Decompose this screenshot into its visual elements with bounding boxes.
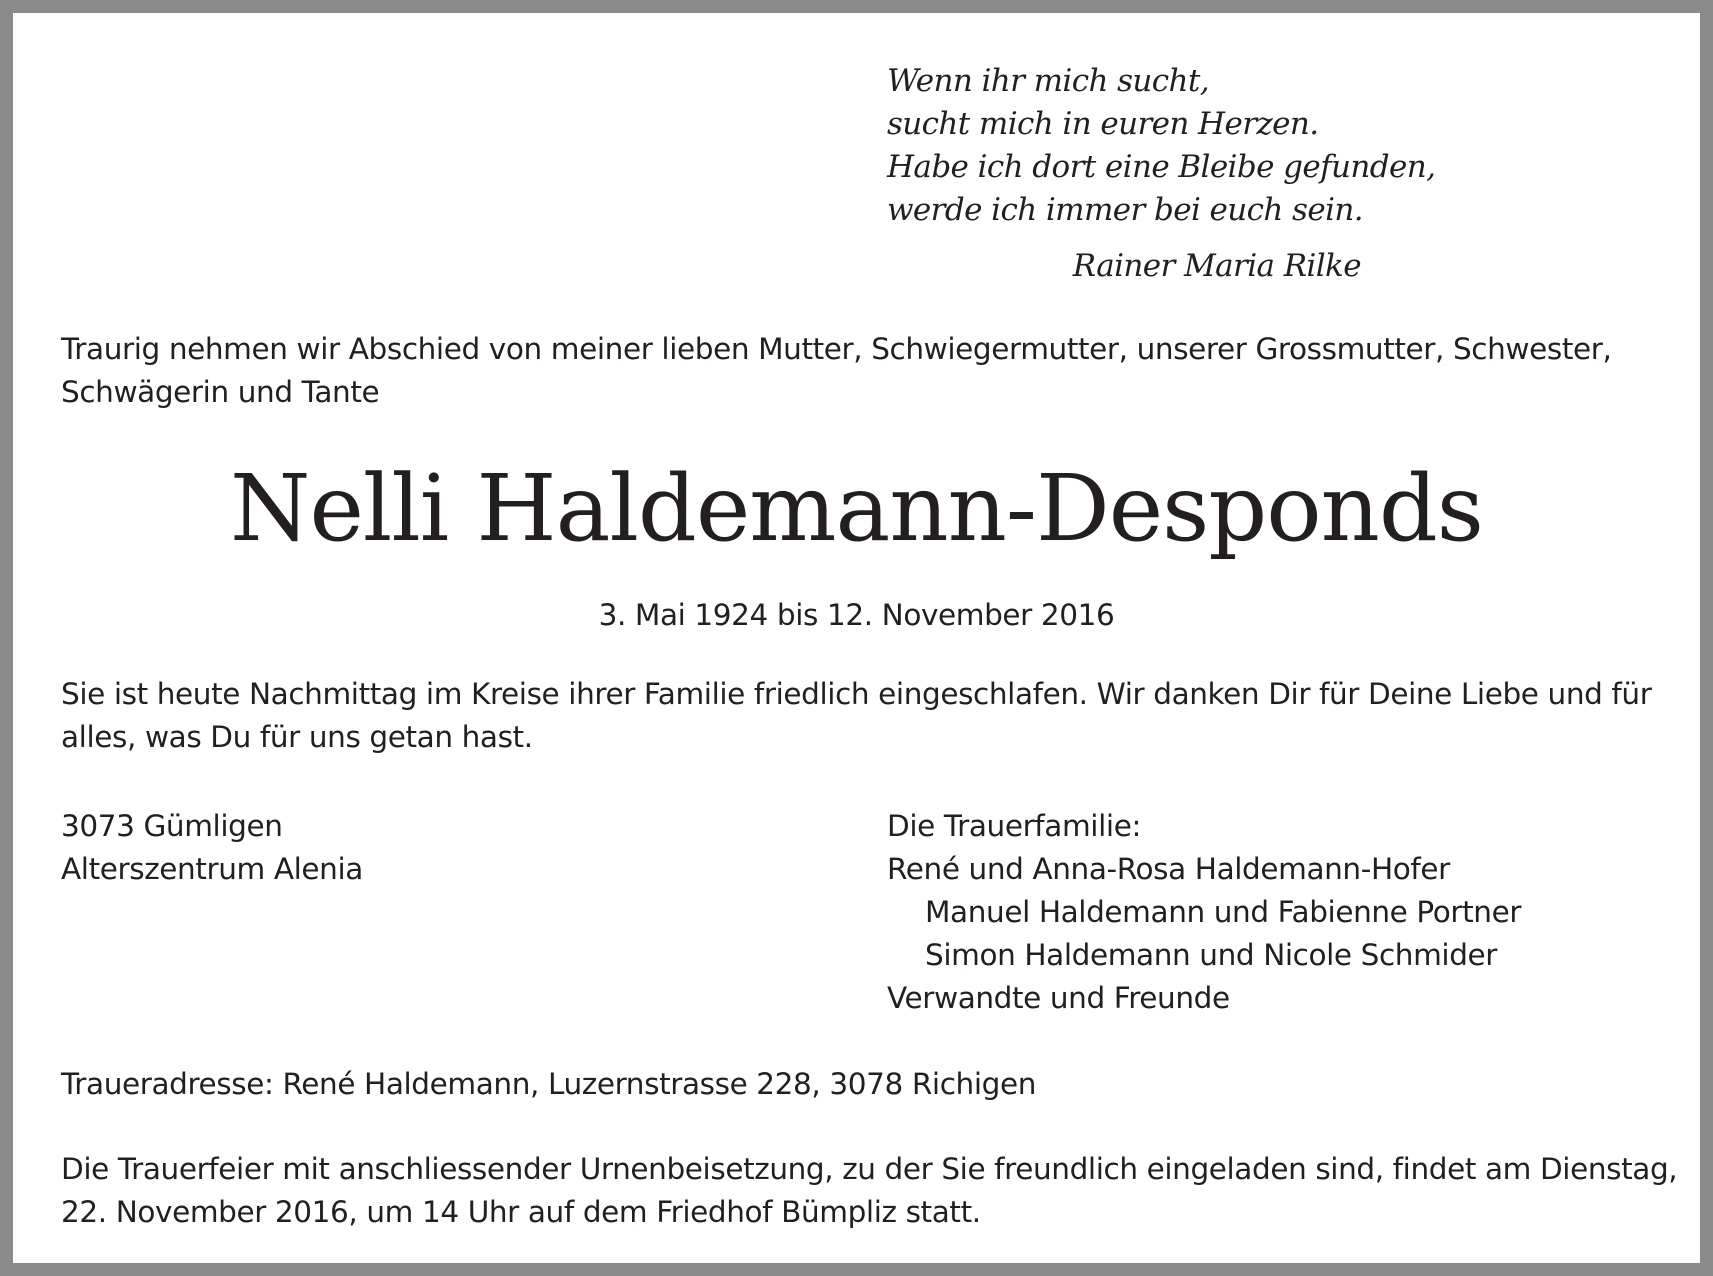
location-line: 3073 Gümligen bbox=[61, 809, 283, 843]
ceremony-info: Die Trauerfeier mit anschliessender Urnenbeisetzung, zu der Sie freundlich eingeladen sind, findet am Dienstag, 22. November 2016, um 14 Uhr auf dem Friedhof Bümpliz statt. bbox=[61, 1152, 1678, 1229]
deceased-name: Nelli Haldemann-Desponds bbox=[229, 455, 1484, 562]
body-text: Sie ist heute Nachmittag im Kreise ihrer Familie friedlich eingeschlafen. Wir danken Dir für Deine Liebe und für alles, was Du für uns getan hast. bbox=[61, 677, 1652, 754]
mourning-address: Traueradresse: René Haldemann, Luzernstrasse 228, 3078 Richigen bbox=[61, 1067, 1036, 1101]
family-member: Simon Haldemann und Nicole Schmider bbox=[925, 938, 1498, 972]
family-member: Verwandte und Freunde bbox=[887, 981, 1230, 1015]
poem-author: Rainer Maria Rilke bbox=[1072, 248, 1361, 284]
family-member: Manuel Haldemann und Fabienne Portner bbox=[925, 895, 1522, 929]
poem-line: werde ich immer bei euch sein. bbox=[887, 192, 1364, 228]
family-block bbox=[887, 805, 1521, 1020]
poem-line: Wenn ihr mich sucht, bbox=[887, 63, 1210, 99]
location-line: Alterszentrum Alenia bbox=[61, 852, 363, 886]
obituary-card bbox=[13, 13, 1700, 1263]
family-heading: Die Trauerfamilie: bbox=[887, 809, 1141, 843]
poem bbox=[887, 60, 1435, 232]
poem-line: Habe ich dort eine Bleibe gefunden, bbox=[887, 149, 1436, 185]
poem-line: sucht mich in euren Herzen. bbox=[887, 106, 1319, 142]
family-member: René und Anna-Rosa Haldemann-Hofer bbox=[887, 852, 1450, 886]
location-block bbox=[61, 805, 363, 891]
life-dates: 3. Mai 1924 bis 12. November 2016 bbox=[598, 598, 1115, 632]
intro-text: Traurig nehmen wir Abschied von meiner lieben Mutter, Schwiegermutter, unserer Grossmutter, Schwester, Schwägerin und Tante bbox=[61, 332, 1612, 409]
